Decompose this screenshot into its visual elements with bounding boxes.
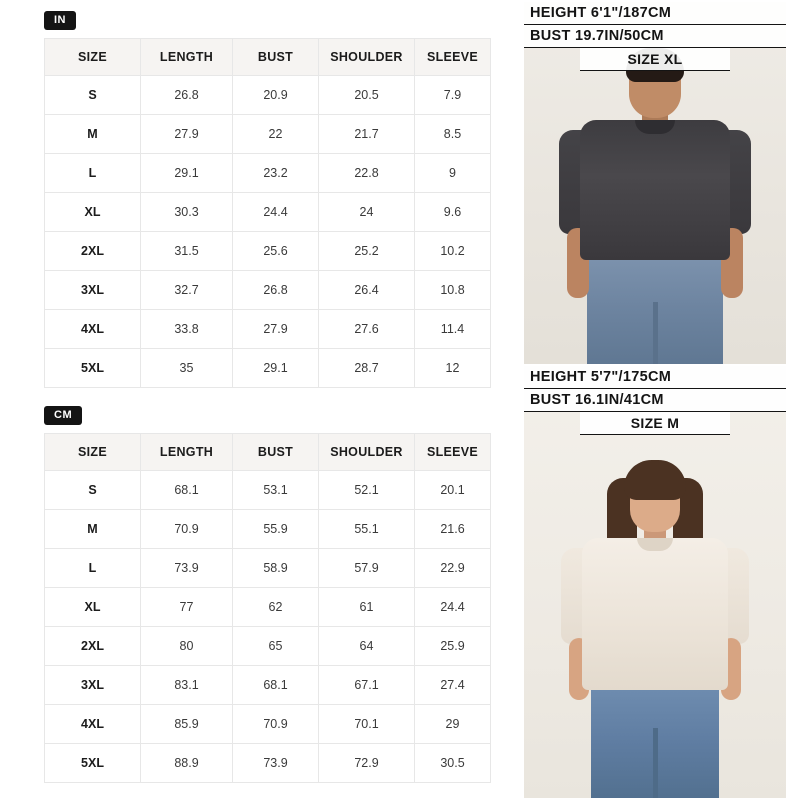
male-size-label: SIZE XL [580, 48, 730, 71]
table-row [45, 310, 491, 349]
size-table-in [44, 38, 491, 388]
cell-length: 73.9 [141, 549, 233, 588]
female-height-label: HEIGHT 5'7"/175CM [524, 366, 786, 389]
cell-shoulder: 72.9 [319, 744, 415, 783]
cell-length: 80 [141, 627, 233, 666]
cell-bust: 25.6 [233, 232, 319, 271]
column-header-sleeve: SLEEVE [415, 434, 491, 471]
cell-sleeve: 22.9 [415, 549, 491, 588]
cell-bust: 65 [233, 627, 319, 666]
female-size-label: SIZE M [580, 412, 730, 435]
cell-size: 3XL [45, 271, 141, 310]
cell-size: 5XL [45, 744, 141, 783]
cell-shoulder: 67.1 [319, 666, 415, 705]
table-row [45, 744, 491, 783]
cell-length: 85.9 [141, 705, 233, 744]
male-bust-label: BUST 19.7IN/50CM [524, 25, 786, 48]
cell-sleeve: 27.4 [415, 666, 491, 705]
cell-bust: 22 [233, 115, 319, 154]
cell-shoulder: 26.4 [319, 271, 415, 310]
column-header-bust: BUST [233, 434, 319, 471]
cell-size: 2XL [45, 627, 141, 666]
female-bust-label: BUST 16.1IN/41CM [524, 389, 786, 412]
cell-size: L [45, 549, 141, 588]
cell-size: XL [45, 588, 141, 627]
cell-length: 88.9 [141, 744, 233, 783]
cell-sleeve: 30.5 [415, 744, 491, 783]
cell-size: 3XL [45, 666, 141, 705]
cell-size: L [45, 154, 141, 193]
cell-sleeve: 21.6 [415, 510, 491, 549]
cell-bust: 23.2 [233, 154, 319, 193]
table-row [45, 666, 491, 705]
column-header-shoulder: SHOULDER [319, 434, 415, 471]
cell-length: 30.3 [141, 193, 233, 232]
column-header-length: LENGTH [141, 434, 233, 471]
cell-sleeve: 9 [415, 154, 491, 193]
cell-length: 35 [141, 349, 233, 388]
unit-badge-cm: CM [44, 406, 82, 425]
cell-length: 77 [141, 588, 233, 627]
cell-sleeve: 20.1 [415, 471, 491, 510]
cell-sleeve: 10.2 [415, 232, 491, 271]
cell-shoulder: 25.2 [319, 232, 415, 271]
cell-bust: 53.1 [233, 471, 319, 510]
table-row [45, 588, 491, 627]
cell-bust: 62 [233, 588, 319, 627]
male-jeans-seam [653, 302, 658, 364]
model-photos-column [510, 0, 800, 800]
column-header-bust: BUST [233, 39, 319, 76]
cell-bust: 58.9 [233, 549, 319, 588]
cell-length: 83.1 [141, 666, 233, 705]
table-row [45, 471, 491, 510]
cell-shoulder: 21.7 [319, 115, 415, 154]
cell-shoulder: 61 [319, 588, 415, 627]
cell-sleeve: 9.6 [415, 193, 491, 232]
unit-badge-in: IN [44, 11, 76, 30]
cell-size: M [45, 115, 141, 154]
cell-bust: 20.9 [233, 76, 319, 115]
table-header-row [45, 434, 491, 471]
male-spec-block [524, 2, 786, 71]
cell-shoulder: 24 [319, 193, 415, 232]
cell-length: 26.8 [141, 76, 233, 115]
table-row [45, 232, 491, 271]
cell-bust: 27.9 [233, 310, 319, 349]
cell-sleeve: 12 [415, 349, 491, 388]
cell-shoulder: 22.8 [319, 154, 415, 193]
cell-shoulder: 57.9 [319, 549, 415, 588]
cell-sleeve: 10.8 [415, 271, 491, 310]
cell-size: 5XL [45, 349, 141, 388]
female-spec-block [524, 366, 786, 435]
cell-length: 33.8 [141, 310, 233, 349]
column-header-length: LENGTH [141, 39, 233, 76]
cell-size: M [45, 510, 141, 549]
cell-size: S [45, 471, 141, 510]
female-tshirt [582, 538, 728, 690]
cell-shoulder: 20.5 [319, 76, 415, 115]
cell-size: 4XL [45, 310, 141, 349]
column-header-size: SIZE [45, 39, 141, 76]
cell-size: XL [45, 193, 141, 232]
cell-shoulder: 64 [319, 627, 415, 666]
table-row [45, 549, 491, 588]
size-table-block-cm [44, 405, 490, 783]
table-header-row [45, 39, 491, 76]
cell-length: 70.9 [141, 510, 233, 549]
cell-bust: 68.1 [233, 666, 319, 705]
model-photo-female [524, 366, 786, 798]
cell-length: 68.1 [141, 471, 233, 510]
column-header-sleeve: SLEEVE [415, 39, 491, 76]
table-row [45, 705, 491, 744]
cell-sleeve: 25.9 [415, 627, 491, 666]
cell-size: 2XL [45, 232, 141, 271]
cell-sleeve: 8.5 [415, 115, 491, 154]
cell-bust: 24.4 [233, 193, 319, 232]
table-row [45, 349, 491, 388]
column-header-size: SIZE [45, 434, 141, 471]
cell-length: 32.7 [141, 271, 233, 310]
table-row [45, 76, 491, 115]
female-hair-top [624, 460, 686, 500]
cell-length: 27.9 [141, 115, 233, 154]
cell-sleeve: 29 [415, 705, 491, 744]
cell-length: 29.1 [141, 154, 233, 193]
male-height-label: HEIGHT 6'1"/187CM [524, 2, 786, 25]
cell-bust: 26.8 [233, 271, 319, 310]
cell-sleeve: 24.4 [415, 588, 491, 627]
size-table-cm [44, 433, 491, 783]
cell-size: 4XL [45, 705, 141, 744]
male-tshirt [580, 120, 730, 260]
cell-shoulder: 27.6 [319, 310, 415, 349]
cell-bust: 29.1 [233, 349, 319, 388]
cell-bust: 70.9 [233, 705, 319, 744]
table-row [45, 115, 491, 154]
cell-shoulder: 28.7 [319, 349, 415, 388]
cell-shoulder: 55.1 [319, 510, 415, 549]
column-header-shoulder: SHOULDER [319, 39, 415, 76]
table-row [45, 510, 491, 549]
cell-bust: 73.9 [233, 744, 319, 783]
table-row [45, 193, 491, 232]
cell-shoulder: 52.1 [319, 471, 415, 510]
table-row [45, 154, 491, 193]
cell-size: S [45, 76, 141, 115]
size-table-block-in [44, 10, 490, 388]
cell-bust: 55.9 [233, 510, 319, 549]
cell-sleeve: 11.4 [415, 310, 491, 349]
table-row [45, 627, 491, 666]
model-photo-male [524, 2, 786, 364]
cell-sleeve: 7.9 [415, 76, 491, 115]
cell-length: 31.5 [141, 232, 233, 271]
cell-shoulder: 70.1 [319, 705, 415, 744]
table-row [45, 271, 491, 310]
female-jeans-seam [653, 728, 658, 798]
